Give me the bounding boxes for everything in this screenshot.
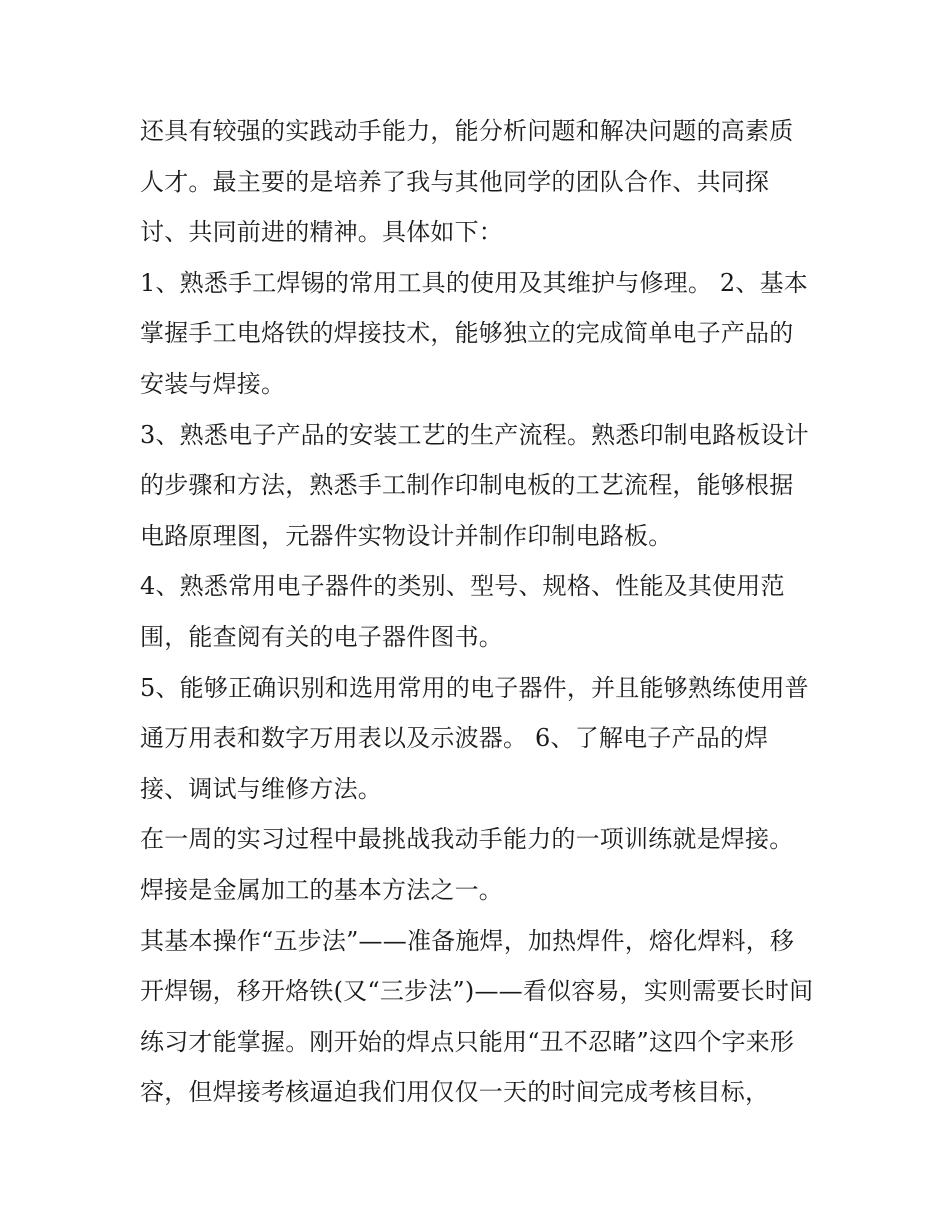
- paragraph-item-3: 3、熟悉电子产品的安装工艺的生产流程。熟悉印制电路板设计的步骤和方法，熟悉手工制作印制电板的工艺流程，能够根据电路原理图，元器件实物设计并制作印制电路板。: [140, 420, 809, 550]
- paragraph-item-1-2: 1、熟悉手工焊锡的常用工具的使用及其维护与修理。 2、基本掌握手工电烙铁的焊接技术，能够独立的完成简单电子产品的安装与焊接。: [140, 268, 808, 398]
- paragraph-welding-intro: 在一周的实习过程中最挑战我动手能力的一项训练就是焊接。焊接是金属加工的基本方法之一。: [140, 825, 794, 904]
- paragraph-welding-steps: 其基本操作“五步法”——准备施焊，加热焊件，熔化焊料，移开焊锡，移开烙铁(又“三步法”)——看似容易，实则需要长时间练习才能掌握。刚开始的焊点只能用“丑不忍睹”这四个字来形容，但焊接考核逼迫我们用仅仅一天的时间完成考核目标，: [140, 926, 814, 1107]
- document-body: [140, 106, 815, 1118]
- paragraph-item-5-6: 5、能够正确识别和选用常用的电子器件，并且能够熟练使用普通万用表和数字万用表以及示波器。 6、了解电子产品的焊接、调试与维修方法。: [140, 673, 809, 803]
- paragraph-item-4: 4、熟悉常用电子器件的类别、型号、规格、性能及其使用范围，能查阅有关的电子器件图书。: [140, 572, 785, 651]
- paragraph-intro: 还具有较强的实践动手能力，能分析问题和解决问题的高素质人才。最主要的是培养了我与其他同学的团队合作、共同探讨、共同前进的精神。具体如下：: [140, 117, 794, 247]
